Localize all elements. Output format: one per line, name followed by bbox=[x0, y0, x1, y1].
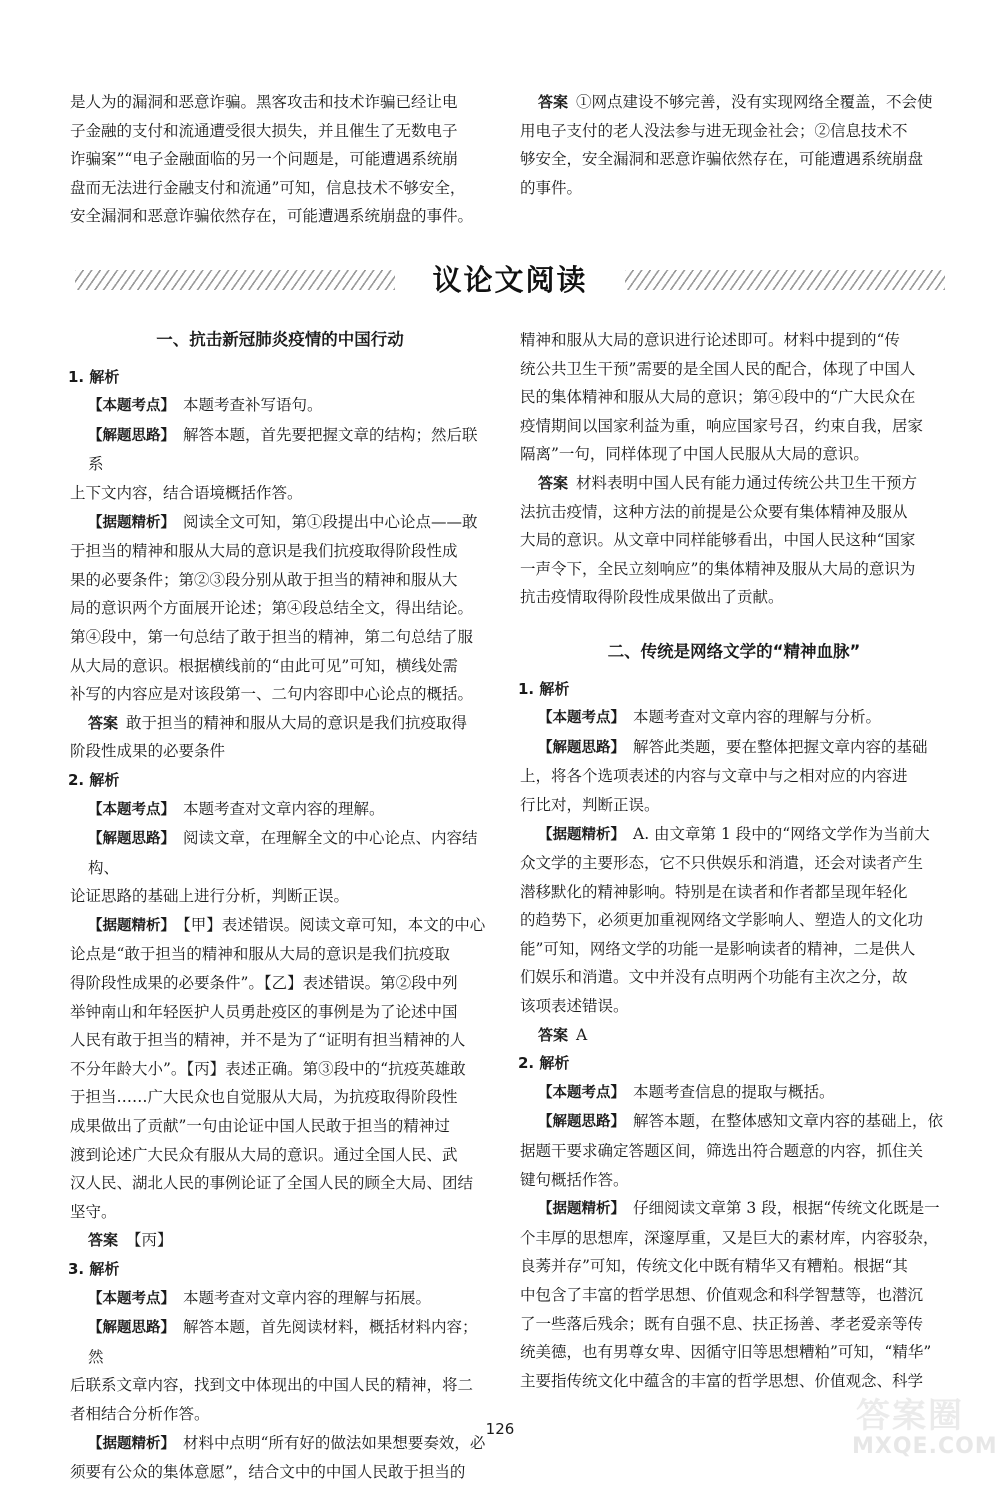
section1-q1-kaodian-text: 本题考查补写语句。 bbox=[183, 396, 323, 415]
section2-q2-jingxi-text: 主要指传统文化中蕴含的丰富的哲学思想、价值观念、科学 bbox=[520, 1371, 924, 1390]
section2-q1-jingxi-text: 们娱乐和消遣。文中并没有点明两个功能有主次之分，故 bbox=[520, 968, 908, 987]
section1-q2-jingxi-text: 论点是“敢于担当的精神和服从大局的意识是我们抗疫取 bbox=[70, 945, 450, 964]
section1-q3-answer bbox=[520, 469, 948, 498]
section1-q3-silu-line bbox=[70, 1371, 490, 1400]
section1-q1-silu-text: 解答本题，首先要把握文章的结构；然后联系 bbox=[88, 425, 478, 474]
section2-q1-jingxi-text: 潜移默化的精神影响。特别是在读者和作者都呈现年轻化 bbox=[520, 882, 908, 901]
section1-q2-jingxi-line bbox=[70, 1112, 490, 1141]
section1-q1-jingxi-text: 局的意识两个方面展开论述；第④段总结全文，得出结论。 bbox=[70, 599, 474, 618]
section2-q1-jingxi-line bbox=[520, 849, 948, 878]
section1-q2-kaodian-line bbox=[70, 795, 490, 825]
section1-q1-silu-tag: 【解题思路】 bbox=[88, 427, 175, 444]
section1-q2-jingxi-text: 人民有敢于担当的精神，并不是为了“证明有担当精神的人 bbox=[70, 1031, 466, 1050]
section1-q3-kaodian-text: 本题考查对文章内容的理解与拓展。 bbox=[183, 1288, 432, 1307]
section2-q1-jingxi-tag: 【据题精析】 bbox=[538, 826, 625, 843]
section1-q3-number: 3. 解析 bbox=[68, 1260, 120, 1278]
section2-q1-silu-line bbox=[520, 733, 948, 763]
section1-q2-silu-line bbox=[70, 824, 490, 882]
section-banner bbox=[75, 258, 945, 302]
section1-q1-jingxi-text: 第④段中，第一句总结了敢于担当的精神，第二句总结了服 bbox=[70, 627, 474, 646]
section1-q2-jingxi-line bbox=[70, 998, 490, 1027]
section2-q1-jingxi-text: A. 由文章第 1 段中的“网络文学作为当前大 bbox=[633, 824, 930, 843]
section1-q3-jingxi-text: 材料中点明“所有好的做法如果想要奏效，必 bbox=[183, 1433, 486, 1452]
section1-q1-jingxi-tag: 【据题精析】 bbox=[88, 514, 175, 531]
top-right-answer bbox=[520, 88, 948, 202]
section1-q2-answer-label: 答案 bbox=[88, 1231, 119, 1250]
section1-q2-jingxi-line bbox=[70, 911, 490, 941]
section1-q3-jingxi-line bbox=[70, 1458, 490, 1487]
section1-q3-answer bbox=[520, 498, 948, 527]
top-left-line-text: 子金融的支付和流通遭受很大损失，并且催生了无数电子 bbox=[70, 121, 458, 140]
section2-q2-silu-tag: 【解题思路】 bbox=[538, 1114, 625, 1131]
section2-q2-jingxi-line bbox=[520, 1224, 948, 1253]
section1-q2-jingxi-text: 成果做出了贡献”一句由论证中国人民敢于担当的精神过 bbox=[70, 1117, 450, 1136]
section2-q1-kaodian-text: 本题考查对文章内容的理解与分析。 bbox=[633, 708, 882, 727]
section1-q3-jingxi-tag: 【据题精析】 bbox=[88, 1435, 175, 1452]
top-left-line bbox=[70, 117, 490, 146]
watermark-line1: 答案圈 bbox=[856, 1396, 964, 1436]
section1-q3-cont-line-text: 隔离”一句，同样体现了中国人民服从大局的意识。 bbox=[520, 445, 869, 464]
section1-q2-silu-tag: 【解题思路】 bbox=[88, 831, 175, 848]
section1-q2-jingxi-text: 举钟南山和年轻医护人员勇赴疫区的事例是为了论述中国 bbox=[70, 1002, 458, 1021]
section2-q1-silu-line bbox=[520, 762, 948, 791]
section1-q1-answer-text: 阶段性成果的必要条件 bbox=[70, 742, 226, 761]
section2-q1-jingxi-line bbox=[520, 963, 948, 992]
section1-q1-answer-label: 答案 bbox=[88, 713, 119, 732]
section1-q3-silu-line bbox=[70, 1313, 490, 1371]
section1-q2-jingxi-line bbox=[70, 1141, 490, 1170]
section2-q2-kaodian-tag: 【本题考点】 bbox=[538, 1084, 625, 1101]
left-column bbox=[70, 326, 490, 1487]
section2-q1-answer bbox=[520, 1021, 948, 1050]
section2-q1-silu-text: 行比对，判断正误。 bbox=[520, 795, 660, 814]
watermark-logo bbox=[846, 1388, 998, 1468]
section1-q2-jingxi-line bbox=[70, 1198, 490, 1227]
section1-q1-jingxi-line bbox=[70, 623, 490, 652]
section1-q1-jingxi-text: 于担当的精神和服从大局的意识是我们抗疫取得阶段性成 bbox=[70, 542, 458, 561]
section1-q3-answer-text: 一声令下，全民立刻响应”的集体精神及服从大局的意识为 bbox=[520, 559, 916, 578]
section1-q2-jingxi-line bbox=[70, 1169, 490, 1198]
section1-q3-answer-label: 答案 bbox=[538, 473, 569, 492]
section1-q1-jingxi-line bbox=[70, 566, 490, 595]
section1-q1-jingxi-text: 从大局的意识。根据横线前的“由此可见”可知，横线处需 bbox=[70, 656, 458, 675]
section2-q1-jingxi-text: 能”可知，网络文学的功能一是影响读者的精神，二是供人 bbox=[520, 939, 916, 958]
watermark-line2: MXQE.COM bbox=[852, 1434, 998, 1459]
top-right-line-text: ①网点建设不够完善，没有实现网络全覆盖，不会使 bbox=[576, 93, 933, 111]
section1-q3-answer bbox=[520, 555, 948, 584]
top-left-line-text: 盘而无法进行金融支付和流通”可知，信息技术不够安全， bbox=[70, 178, 466, 197]
section2-q2-jingxi-text: 了一些落后残余；既有自强不息、扶正扬善、孝老爱亲等传 bbox=[520, 1314, 924, 1333]
section1-q3-cont-line bbox=[520, 326, 948, 355]
section1-q2-kaodian-text: 本题考查对文章内容的理解。 bbox=[183, 799, 385, 818]
section2-q2-jingxi-text: 统美德，也有男尊女卑、因循守旧等思想糟粕”可知，“精华” bbox=[520, 1343, 932, 1362]
section1-q2-jingxi-text: 坚守。 bbox=[70, 1202, 117, 1221]
section2-q1-jingxi-text: 众文学的主要形态，它不只供娱乐和消遣，还会对读者产生 bbox=[520, 854, 924, 873]
top-left-line-text: 安全漏洞和恶意诈骗依然存在，可能遭遇系统崩盘的事件。 bbox=[70, 207, 474, 226]
section1-q2-jingxi-text: 于担当……广大民众也自觉服从大局，为抗疫取得阶段性 bbox=[70, 1088, 458, 1107]
section1-q3-silu-text: 解答本题，首先阅读材料，概括材料内容；然 bbox=[88, 1318, 478, 1366]
section1-q3-answer-text: 大局的意识。从文章中同样能够看出，中国人民这种“国家 bbox=[520, 531, 916, 550]
section1-q1-jingxi-line bbox=[70, 680, 490, 709]
section2-q2-jingxi-line bbox=[520, 1252, 948, 1281]
section2-q1-number: 1. 解析 bbox=[518, 679, 570, 698]
section2-q1-answer-label: 答案 bbox=[538, 1025, 569, 1044]
section1-q2-number: 2. 解析 bbox=[68, 770, 120, 789]
section2-q1-jingxi-line bbox=[520, 878, 948, 907]
section1-title: 一、抗击新冠肺炎疫情的中国行动 bbox=[156, 330, 404, 349]
section1-q3-silu-text: 者相结合分析作答。 bbox=[70, 1404, 210, 1423]
section1-q2-jingxi-tag: 【据题精析】 bbox=[88, 917, 175, 934]
section2-q2-silu-text: 解答本题，在整体感知文章内容的基础上，依 bbox=[633, 1112, 944, 1131]
section1-q1-silu-text: 上下文内容，结合语境概括作答。 bbox=[70, 483, 303, 502]
section1-q1-silu-line bbox=[70, 479, 490, 508]
top-left-line-text: 诈骗案”“电子金融面临的另一个问题是，可能遭遇系统崩 bbox=[70, 150, 458, 169]
top-right-line bbox=[520, 88, 948, 117]
section2-q1-silu-text: 上，将各个选项表述的内容与文章中与之相对应的内容进 bbox=[520, 767, 908, 786]
section2-q1-jingxi-line bbox=[520, 992, 948, 1021]
top-left-paragraph bbox=[70, 88, 490, 231]
section2-q2-jingxi-line bbox=[520, 1338, 948, 1367]
section1-q1-jingxi-text: 阅读全文可知，第①段提出中心论点——敢 bbox=[183, 512, 478, 531]
section1-q3-cont-line-text: 疫情期间以国家利益为重，响应国家号召，约束自我，居家 bbox=[520, 416, 924, 435]
top-right-answer-label: 答案 bbox=[538, 93, 569, 111]
section2-q2-jingxi-text: 中包含了丰富的哲学思想、价值观念和科学智慧等，也潜沉 bbox=[520, 1286, 924, 1304]
section1-q3-cont-line bbox=[520, 383, 948, 412]
section1-q1-kaodian-line bbox=[70, 391, 490, 421]
section1-q1-kaodian-tag: 【本题考点】 bbox=[88, 398, 175, 415]
section1-q1-answer bbox=[70, 737, 490, 766]
section2-q1-jingxi-text: 的趋势下，必须更加重视网络文学影响人、塑造人的文化功 bbox=[520, 911, 924, 930]
section2-q2-jingxi-tag: 【据题精析】 bbox=[538, 1201, 625, 1218]
section2-q2-jingxi-line bbox=[520, 1194, 948, 1224]
section2-q2-kaodian-line bbox=[520, 1078, 948, 1108]
section1-q1-jingxi-text: 果的必要条件；第②③段分别从敢于担当的精神和服从大 bbox=[70, 570, 458, 589]
banner-title: 议论文阅读 bbox=[432, 263, 588, 297]
section1-q1-jingxi-text: 补写的内容应是对该段第一、二句内容即中心论点的概括。 bbox=[70, 685, 474, 704]
section1-q2-jingxi-text: 渡到论述广大民众有服从大局的意识。通过全国人民、武 bbox=[70, 1145, 458, 1164]
section1-q2-answer bbox=[70, 1226, 490, 1255]
section1-q2-silu-line bbox=[70, 882, 490, 911]
section1-q1-jingxi-line bbox=[70, 594, 490, 623]
section1-q3-cont-line bbox=[520, 355, 948, 384]
section2-title: 二、传统是网络文学的“精神血脉” bbox=[607, 641, 861, 661]
section2-q2-silu-line bbox=[520, 1107, 948, 1137]
section1-q2-answer-text: 【丙】 bbox=[126, 1231, 173, 1250]
section1-q2-jingxi-line bbox=[70, 969, 490, 998]
right-column bbox=[520, 326, 948, 1395]
top-left-line bbox=[70, 174, 490, 203]
section2-q2-number: 2. 解析 bbox=[518, 1054, 570, 1073]
section1-q1-answer bbox=[70, 709, 490, 738]
section1-q3-answer-text: 材料表明中国人民有能力通过传统公共卫生干预方 bbox=[576, 473, 918, 492]
section2-q1-silu-tag: 【解题思路】 bbox=[538, 739, 625, 756]
section1-q3-kaodian-line bbox=[70, 1284, 490, 1314]
section1-q3-answer-text: 法抗击疫情，这种方法的前提是公众要有集体精神及服从 bbox=[520, 502, 908, 521]
section1-q1-silu-line bbox=[70, 421, 490, 479]
section2-q1-silu-text: 解答此类题，要在整体把握文章内容的基础 bbox=[633, 737, 928, 756]
section1-q2-jingxi-line bbox=[70, 940, 490, 969]
top-right-line bbox=[520, 145, 948, 174]
section2-q1-answer-text: A bbox=[576, 1025, 588, 1044]
section2-q2-jingxi-text: 仔细阅读文章第 3 段，根据“传统文化既是一 bbox=[633, 1199, 940, 1218]
top-left-line-text: 是人为的漏洞和恶意诈骗。黑客攻击和技术诈骗已经让电 bbox=[70, 93, 458, 111]
top-left-line bbox=[70, 145, 490, 174]
section2-q1-jingxi-text: 该项表述错误。 bbox=[520, 997, 629, 1016]
section1-q1-jingxi-line bbox=[70, 652, 490, 681]
top-right-line-text: 够安全，安全漏洞和恶意诈骗依然存在，可能遭遇系统崩盘 bbox=[520, 150, 924, 169]
top-left-line bbox=[70, 88, 490, 117]
section1-q3-answer-text: 抗击疫情取得阶段性成果做出了贡献。 bbox=[520, 588, 784, 607]
section2-q2-silu-line bbox=[520, 1137, 948, 1166]
section1-q3-silu-tag: 【解题思路】 bbox=[88, 1320, 175, 1337]
section1-q2-jingxi-line bbox=[70, 1055, 490, 1084]
section2-q2-jingxi-line bbox=[520, 1281, 948, 1310]
section1-q2-silu-text: 阅读文章，在理解全文的中心论点、内容结构、 bbox=[88, 829, 478, 877]
section1-q2-jingxi-text: 汉人民、湖北人民的事例论证了全国人民的顾全大局、团结 bbox=[70, 1174, 474, 1193]
section1-q1-jingxi-line bbox=[70, 508, 490, 538]
section1-q3-kaodian-tag: 【本题考点】 bbox=[88, 1290, 175, 1307]
section1-q3-cont-line bbox=[520, 412, 948, 441]
section1-q3-answer bbox=[520, 526, 948, 555]
section1-q2-jingxi-line bbox=[70, 1026, 490, 1055]
section1-q3-cont-line-text: 统公共卫生干预”需要的是全国人民的配合，体现了中国人 bbox=[520, 359, 916, 378]
section1-q1-jingxi-line bbox=[70, 537, 490, 566]
section1-q2-jingxi-text: 【甲】表述错误。阅读文章可知，本文的中心 bbox=[183, 915, 486, 934]
top-right-line bbox=[520, 117, 948, 146]
top-right-line bbox=[520, 174, 948, 203]
section1-q2-kaodian-tag: 【本题考点】 bbox=[88, 801, 175, 818]
section1-q3-cont-line bbox=[520, 440, 948, 469]
section2-q2-jingxi-text: 个丰厚的思想库，深邃厚重，又是巨大的素材库，内容驳杂， bbox=[520, 1228, 939, 1247]
section2-q1-kaodian-line bbox=[520, 703, 948, 733]
section1-q3-cont-line-text: 民的集体精神和服从大局的意识；第④段中的“广大民众在 bbox=[520, 388, 916, 407]
top-left-line bbox=[70, 202, 490, 231]
section1-q3-silu-text: 后联系文章内容，找到文中体现出的中国人民的精神，将二 bbox=[70, 1376, 474, 1395]
section1-q3-jingxi-text: 须要有公众的集体意愿”，结合文中的中国人民敢于担当的 bbox=[70, 1463, 466, 1482]
section2-q2-jingxi-text: 良莠并存”可知，传统文化中既有精华又有糟粕。根据“其 bbox=[520, 1257, 908, 1276]
section2-q2-kaodian-text: 本题考查信息的提取与概括。 bbox=[633, 1082, 835, 1101]
section1-q3-answer bbox=[520, 583, 948, 612]
section2-q1-jingxi-line bbox=[520, 935, 948, 964]
section2-q2-jingxi-line bbox=[520, 1310, 948, 1339]
top-right-line-text: 用电子支付的老人没法参与进无现金社会；②信息技术不 bbox=[520, 121, 908, 140]
section1-q1-number: 1. 解析 bbox=[68, 367, 120, 386]
section1-q2-jingxi-text: 不分年龄大小”。【丙】表述正确。第③段中的“抗疫英雄敢 bbox=[70, 1059, 466, 1078]
section1-q3-cont-line-text: 精神和服从大局的意识进行论述即可。材料中提到的“传 bbox=[520, 331, 900, 349]
section2-q1-kaodian-tag: 【本题考点】 bbox=[538, 710, 625, 727]
section2-q1-jingxi-line bbox=[520, 820, 948, 850]
section1-q1-answer-text: 敢于担当的精神和服从大局的意识是我们抗疫取得 bbox=[126, 713, 468, 732]
section1-q2-jingxi-line bbox=[70, 1083, 490, 1112]
section2-q1-jingxi-line bbox=[520, 906, 948, 935]
section2-q2-silu-text: 键句概括作答。 bbox=[520, 1170, 629, 1189]
section2-q2-silu-text: 据题干要求确定答题区间，筛选出符合题意的内容，抓住关 bbox=[520, 1142, 924, 1161]
section2-q2-silu-line bbox=[520, 1166, 948, 1195]
section2-q1-silu-line bbox=[520, 791, 948, 820]
page-number: 126 bbox=[485, 1420, 515, 1438]
section1-q2-silu-text: 论证思路的基础上进行分析，判断正误。 bbox=[70, 887, 350, 906]
top-right-line-text: 的事件。 bbox=[520, 178, 583, 197]
section1-q2-jingxi-text: 得阶段性成果的必要条件”。【乙】表述错误。第②段中列 bbox=[70, 974, 458, 993]
